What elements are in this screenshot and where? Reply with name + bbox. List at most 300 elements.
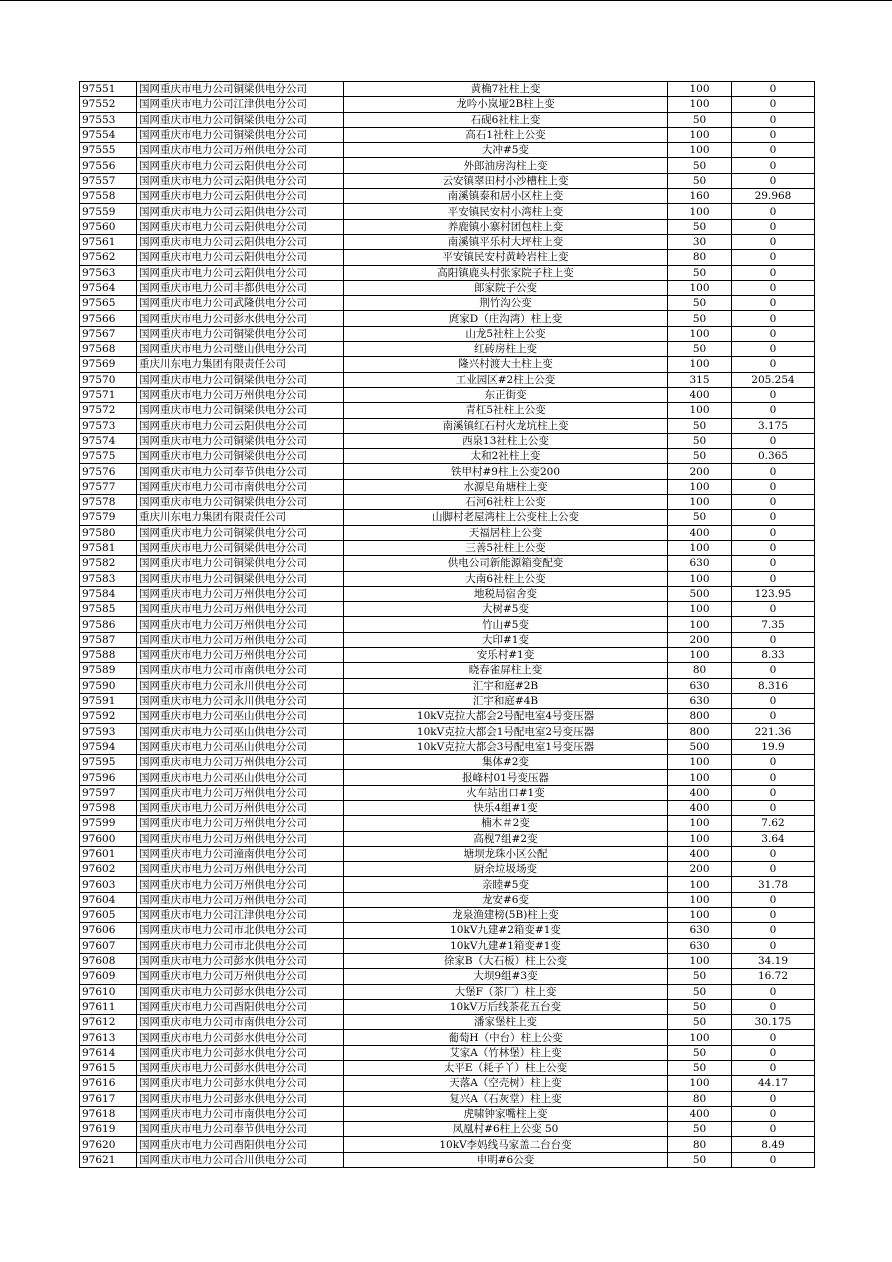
company-cell: 国网重庆市电力公司丰都供电分公司 [137,280,344,295]
table-row [80,709,815,724]
value-cell: 221.36 [732,724,815,739]
transformer-name-cell: 高枧7组#2变 [344,831,668,846]
transformer-name-cell: 艾家A（竹林堡）柱上变 [344,1045,668,1060]
table-row [80,97,815,112]
row-id-cell: 97560 [80,219,137,234]
value-cell: 0 [732,770,815,785]
value-cell: 0 [732,663,815,678]
value-cell: 0 [732,219,815,234]
company-cell: 国网重庆市电力公司市北供电分公司 [137,938,344,953]
company-cell: 国网重庆市电力公司云阳供电分公司 [137,250,344,265]
transformer-name-cell: 亲睦#5变 [344,877,668,892]
transformer-name-cell: 火车站出口#1变 [344,785,668,800]
transformer-name-cell: 庹家D（庄沟湾）柱上变 [344,311,668,326]
company-cell: 国网重庆市电力公司奉节供电分公司 [137,1122,344,1137]
capacity-cell: 200 [668,632,732,647]
table-row [80,1030,815,1045]
company-cell: 国网重庆市电力公司铜梁供电分公司 [137,127,344,142]
row-id-cell: 97618 [80,1106,137,1121]
table-row [80,1015,815,1030]
company-cell: 国网重庆市电力公司巫山供电分公司 [137,770,344,785]
capacity-cell: 200 [668,862,732,877]
company-cell: 国网重庆市电力公司彭水供电分公司 [137,1061,344,1076]
row-id-cell: 97610 [80,984,137,999]
table-row [80,785,815,800]
transformer-name-cell: 快乐4组#1变 [344,800,668,815]
transformer-name-cell: 养鹿镇小寨村团包柱上变 [344,219,668,234]
company-cell: 国网重庆市电力公司万州供电分公司 [137,785,344,800]
capacity-cell: 160 [668,189,732,204]
capacity-cell: 400 [668,785,732,800]
table-row [80,739,815,754]
capacity-cell: 50 [668,1045,732,1060]
transformer-name-cell: 南溪镇泰和居小区柱上变 [344,189,668,204]
table-row [80,525,815,540]
transformer-name-cell: 集体#2变 [344,755,668,770]
table-row [80,617,815,632]
transformer-name-cell: 楠木＃2变 [344,816,668,831]
value-cell: 0 [732,342,815,357]
row-id-cell: 97613 [80,1030,137,1045]
company-cell: 国网重庆市电力公司巫山供电分公司 [137,739,344,754]
value-cell: 0 [732,250,815,265]
value-cell: 0 [732,311,815,326]
value-cell: 0 [732,999,815,1014]
capacity-cell: 630 [668,693,732,708]
value-cell: 0 [732,158,815,173]
company-cell: 国网重庆市电力公司万州供电分公司 [137,862,344,877]
table-row [80,265,815,280]
row-id-cell: 97581 [80,540,137,555]
company-cell: 国网重庆市电力公司潼南供电分公司 [137,846,344,861]
value-cell: 7.62 [732,816,815,831]
company-cell: 国网重庆市电力公司彭水供电分公司 [137,311,344,326]
company-cell: 国网重庆市电力公司璧山供电分公司 [137,342,344,357]
value-cell: 8.49 [732,1137,815,1152]
table-row [80,418,815,433]
transformer-name-cell: 云安镇翠田村小沙槽柱上变 [344,173,668,188]
row-id-cell: 97555 [80,143,137,158]
row-id-cell: 97566 [80,311,137,326]
table-row [80,326,815,341]
table-row [80,372,815,387]
row-id-cell: 97595 [80,755,137,770]
company-cell: 国网重庆市电力公司合川供电分公司 [137,1152,344,1167]
table-row [80,433,815,448]
company-cell: 国网重庆市电力公司万州供电分公司 [137,831,344,846]
capacity-cell: 100 [668,143,732,158]
transformer-table [79,81,815,1168]
value-cell: 0 [732,892,815,907]
row-id-cell: 97561 [80,234,137,249]
company-cell: 国网重庆市电力公司永川供电分公司 [137,693,344,708]
capacity-cell: 100 [668,127,732,142]
company-cell: 国网重庆市电力公司万州供电分公司 [137,877,344,892]
capacity-cell: 800 [668,709,732,724]
page-top-border [0,0,892,1]
transformer-name-cell: 大冲#5变 [344,143,668,158]
transformer-name-cell: 龙吟小岚垭2B柱上变 [344,97,668,112]
company-cell: 国网重庆市电力公司铜梁供电分公司 [137,372,344,387]
value-cell: 0 [732,984,815,999]
value-cell: 3.64 [732,831,815,846]
transformer-name-cell: 郎家院子公变 [344,280,668,295]
table-row [80,82,815,97]
capacity-cell: 100 [668,892,732,907]
company-cell: 国网重庆市电力公司万州供电分公司 [137,647,344,662]
company-cell: 国网重庆市电力公司万州供电分公司 [137,969,344,984]
capacity-cell: 100 [668,953,732,968]
row-id-cell: 97576 [80,464,137,479]
capacity-cell: 100 [668,816,732,831]
row-id-cell: 97578 [80,495,137,510]
capacity-cell: 80 [668,1137,732,1152]
capacity-cell: 50 [668,433,732,448]
table-row [80,586,815,601]
transformer-name-cell: 石河6社柱上公变 [344,495,668,510]
table-row [80,280,815,295]
transformer-name-cell: 汇宇和庭#2B [344,678,668,693]
capacity-cell: 500 [668,586,732,601]
row-id-cell: 97575 [80,449,137,464]
row-id-cell: 97602 [80,862,137,877]
table-row [80,1152,815,1167]
company-cell: 国网重庆市电力公司铜梁供电分公司 [137,82,344,97]
value-cell: 34.19 [732,953,815,968]
row-id-cell: 97563 [80,265,137,280]
transformer-name-cell: 高阳镇鹿头村张家院子柱上变 [344,265,668,280]
capacity-cell: 50 [668,1122,732,1137]
capacity-cell: 400 [668,387,732,402]
transformer-name-cell: 天福居柱上公变 [344,525,668,540]
company-cell: 国网重庆市电力公司万州供电分公司 [137,755,344,770]
value-cell: 0 [732,693,815,708]
company-cell: 国网重庆市电力公司云阳供电分公司 [137,234,344,249]
transformer-name-cell: 地税局宿舍变 [344,586,668,601]
transformer-name-cell: 外郎油房沟柱上变 [344,158,668,173]
company-cell: 国网重庆市电力公司万州供电分公司 [137,602,344,617]
transformer-name-cell: 水源皂角塘柱上变 [344,479,668,494]
row-id-cell: 97591 [80,693,137,708]
capacity-cell: 630 [668,923,732,938]
transformer-name-cell: 塘坝龙珠小区公配 [344,846,668,861]
company-cell: 国网重庆市电力公司万州供电分公司 [137,816,344,831]
company-cell: 国网重庆市电力公司彭水供电分公司 [137,1045,344,1060]
row-id-cell: 97569 [80,357,137,372]
value-cell: 19.9 [732,739,815,754]
transformer-name-cell: 西泉13社柱上公变 [344,433,668,448]
row-id-cell: 97570 [80,372,137,387]
row-id-cell: 97614 [80,1045,137,1060]
value-cell: 0 [732,127,815,142]
row-id-cell: 97564 [80,280,137,295]
row-id-cell: 97612 [80,1015,137,1030]
value-cell: 0 [732,755,815,770]
table-row [80,831,815,846]
transformer-name-cell: 东正街变 [344,387,668,402]
transformer-name-cell: 凤凰村#6柱上公变 50 [344,1122,668,1137]
table-row [80,1076,815,1091]
value-cell: 8.316 [732,678,815,693]
capacity-cell: 100 [668,540,732,555]
capacity-cell: 100 [668,755,732,770]
transformer-name-cell: 徐家B（大石板）柱上公变 [344,953,668,968]
value-cell: 0 [732,632,815,647]
table-row [80,755,815,770]
company-cell: 国网重庆市电力公司万州供电分公司 [137,143,344,158]
table-row [80,1106,815,1121]
row-id-cell: 97607 [80,938,137,953]
row-id-cell: 97605 [80,908,137,923]
transformer-name-cell: 山龙5社柱上公变 [344,326,668,341]
transformer-name-cell: 虎啸钟家嘴柱上变 [344,1106,668,1121]
transformer-name-cell: 大树#5变 [344,602,668,617]
capacity-cell: 50 [668,999,732,1014]
table-row [80,632,815,647]
capacity-cell: 50 [668,311,732,326]
value-cell: 7.35 [732,617,815,632]
value-cell: 205.254 [732,372,815,387]
company-cell: 国网重庆市电力公司云阳供电分公司 [137,158,344,173]
company-cell: 重庆川东电力集团有限责任公司 [137,510,344,525]
transformer-name-cell: 大堡F（茶厂）柱上变 [344,984,668,999]
capacity-cell: 80 [668,1091,732,1106]
transformer-name-cell: 10kV万后线茶花五台变 [344,999,668,1014]
table-row [80,693,815,708]
capacity-cell: 50 [668,510,732,525]
capacity-cell: 50 [668,449,732,464]
transformer-name-cell: 10kV九建#1箱变#1变 [344,938,668,953]
capacity-cell: 30 [668,234,732,249]
row-id-cell: 97565 [80,296,137,311]
capacity-cell: 50 [668,112,732,127]
table-row [80,204,815,219]
company-cell: 国网重庆市电力公司云阳供电分公司 [137,265,344,280]
value-cell: 29.968 [732,189,815,204]
table-row [80,678,815,693]
value-cell: 0 [732,143,815,158]
transformer-name-cell: 荆竹沟公变 [344,296,668,311]
capacity-cell: 80 [668,663,732,678]
table-row [80,846,815,861]
value-cell: 0 [732,112,815,127]
transformer-name-cell: 平安镇民安村黄岭岩柱上变 [344,250,668,265]
table-row [80,1061,815,1076]
company-cell: 国网重庆市电力公司武隆供电分公司 [137,296,344,311]
row-id-cell: 97582 [80,556,137,571]
capacity-cell: 100 [668,326,732,341]
value-cell: 123.95 [732,586,815,601]
company-cell: 国网重庆市电力公司铜梁供电分公司 [137,433,344,448]
transformer-name-cell: 龙安#6变 [344,892,668,907]
row-id-cell: 97599 [80,816,137,831]
capacity-cell: 50 [668,418,732,433]
table-row [80,387,815,402]
table-row [80,908,815,923]
value-cell: 0 [732,510,815,525]
capacity-cell: 630 [668,938,732,953]
row-id-cell: 97567 [80,326,137,341]
row-id-cell: 97609 [80,969,137,984]
company-cell: 国网重庆市电力公司巫山供电分公司 [137,724,344,739]
table-row [80,158,815,173]
table-row [80,403,815,418]
capacity-cell: 100 [668,831,732,846]
transformer-name-cell: 隆兴村渡大土柱上变 [344,357,668,372]
capacity-cell: 630 [668,678,732,693]
table-row [80,296,815,311]
transformer-name-cell: 10kV李妈线马家盖二台台变 [344,1137,668,1152]
transformer-name-cell: 红砖房柱上变 [344,342,668,357]
capacity-cell: 400 [668,525,732,540]
value-cell: 0 [732,1030,815,1045]
transformer-name-cell: 报峰村01号变压器 [344,770,668,785]
transformer-name-cell: 大南6社柱上公变 [344,571,668,586]
table-row [80,953,815,968]
table-row [80,250,815,265]
row-id-cell: 97608 [80,953,137,968]
capacity-cell: 100 [668,479,732,494]
capacity-cell: 50 [668,296,732,311]
value-cell: 0 [732,173,815,188]
company-cell: 国网重庆市电力公司市北供电分公司 [137,923,344,938]
table-row [80,112,815,127]
row-id-cell: 97587 [80,632,137,647]
table-row [80,479,815,494]
company-cell: 国网重庆市电力公司铜梁供电分公司 [137,556,344,571]
capacity-cell: 100 [668,571,732,586]
row-id-cell: 97573 [80,418,137,433]
transformer-name-cell: 竹山#5变 [344,617,668,632]
row-id-cell: 97580 [80,525,137,540]
value-cell: 31.78 [732,877,815,892]
value-cell: 0 [732,785,815,800]
value-cell: 0 [732,82,815,97]
value-cell: 0 [732,403,815,418]
table-row [80,999,815,1014]
value-cell: 0 [732,709,815,724]
table-row [80,862,815,877]
row-id-cell: 97585 [80,602,137,617]
value-cell: 0 [732,97,815,112]
capacity-cell: 800 [668,724,732,739]
value-cell: 0 [732,464,815,479]
row-id-cell: 97589 [80,663,137,678]
row-id-cell: 97606 [80,923,137,938]
value-cell: 30.175 [732,1015,815,1030]
transformer-name-cell: 太平E（耗子丫）柱上公变 [344,1061,668,1076]
transformer-name-cell: 供电公司新能源箱变配变 [344,556,668,571]
company-cell: 国网重庆市电力公司铜梁供电分公司 [137,540,344,555]
table-row [80,892,815,907]
company-cell: 国网重庆市电力公司铜梁供电分公司 [137,449,344,464]
table-row [80,938,815,953]
row-id-cell: 97558 [80,189,137,204]
value-cell: 0 [732,938,815,953]
value-cell: 0 [732,602,815,617]
company-cell: 国网重庆市电力公司江津供电分公司 [137,908,344,923]
transformer-name-cell: 青杠5社柱上公变 [344,403,668,418]
table-row [80,219,815,234]
company-cell: 国网重庆市电力公司云阳供电分公司 [137,189,344,204]
transformer-name-cell: 10kV克拉大都会2号配电室4号变压器 [344,709,668,724]
capacity-cell: 100 [668,602,732,617]
capacity-cell: 500 [668,739,732,754]
transformer-name-cell: 汇宇和庭#4B [344,693,668,708]
value-cell: 8.33 [732,647,815,662]
transformer-name-cell: 复兴A（石灰堂）柱上变 [344,1091,668,1106]
company-cell: 国网重庆市电力公司彭水供电分公司 [137,1030,344,1045]
table-row [80,173,815,188]
table-row [80,984,815,999]
capacity-cell: 50 [668,265,732,280]
table-row [80,571,815,586]
company-cell: 国网重庆市电力公司彭水供电分公司 [137,984,344,999]
company-cell: 国网重庆市电力公司云阳供电分公司 [137,219,344,234]
transformer-name-cell: 晓春雀屏柱上变 [344,663,668,678]
company-cell: 国网重庆市电力公司永川供电分公司 [137,678,344,693]
row-id-cell: 97616 [80,1076,137,1091]
row-id-cell: 97596 [80,770,137,785]
row-id-cell: 97597 [80,785,137,800]
company-cell: 国网重庆市电力公司云阳供电分公司 [137,418,344,433]
transformer-name-cell: 潘家堡柱上变 [344,1015,668,1030]
value-cell: 0 [732,433,815,448]
transformer-name-cell: 山脚村老屋湾柱上公变柱上公变 [344,510,668,525]
company-cell: 国网重庆市电力公司市南供电分公司 [137,1015,344,1030]
company-cell: 国网重庆市电力公司万州供电分公司 [137,632,344,647]
value-cell: 0 [732,495,815,510]
transformer-name-cell: 10kV九建#2箱变#1变 [344,923,668,938]
table-row [80,234,815,249]
value-cell: 0 [732,265,815,280]
row-id-cell: 97620 [80,1137,137,1152]
row-id-cell: 97553 [80,112,137,127]
value-cell: 0 [732,357,815,372]
value-cell: 0 [732,1045,815,1060]
capacity-cell: 100 [668,204,732,219]
row-id-cell: 97615 [80,1061,137,1076]
transformer-name-cell: 安乐村#1变 [344,647,668,662]
value-cell: 0 [732,1106,815,1121]
table-row [80,1045,815,1060]
row-id-cell: 97586 [80,617,137,632]
table-row [80,510,815,525]
row-id-cell: 97557 [80,173,137,188]
capacity-cell: 100 [668,1030,732,1045]
table-row [80,647,815,662]
row-id-cell: 97594 [80,739,137,754]
capacity-cell: 50 [668,158,732,173]
table-row [80,540,815,555]
row-id-cell: 97579 [80,510,137,525]
transformer-name-cell: 平安镇民安村小湾柱上变 [344,204,668,219]
company-cell: 国网重庆市电力公司市南供电分公司 [137,1106,344,1121]
capacity-cell: 100 [668,357,732,372]
row-id-cell: 97568 [80,342,137,357]
capacity-cell: 50 [668,969,732,984]
transformer-name-cell: 高石1社柱上公变 [344,127,668,142]
capacity-cell: 200 [668,464,732,479]
row-id-cell: 97571 [80,387,137,402]
value-cell: 0 [732,923,815,938]
table-row [80,969,815,984]
company-cell: 国网重庆市电力公司万州供电分公司 [137,800,344,815]
value-cell: 0 [732,540,815,555]
value-cell: 0 [732,280,815,295]
value-cell: 0.365 [732,449,815,464]
row-id-cell: 97600 [80,831,137,846]
